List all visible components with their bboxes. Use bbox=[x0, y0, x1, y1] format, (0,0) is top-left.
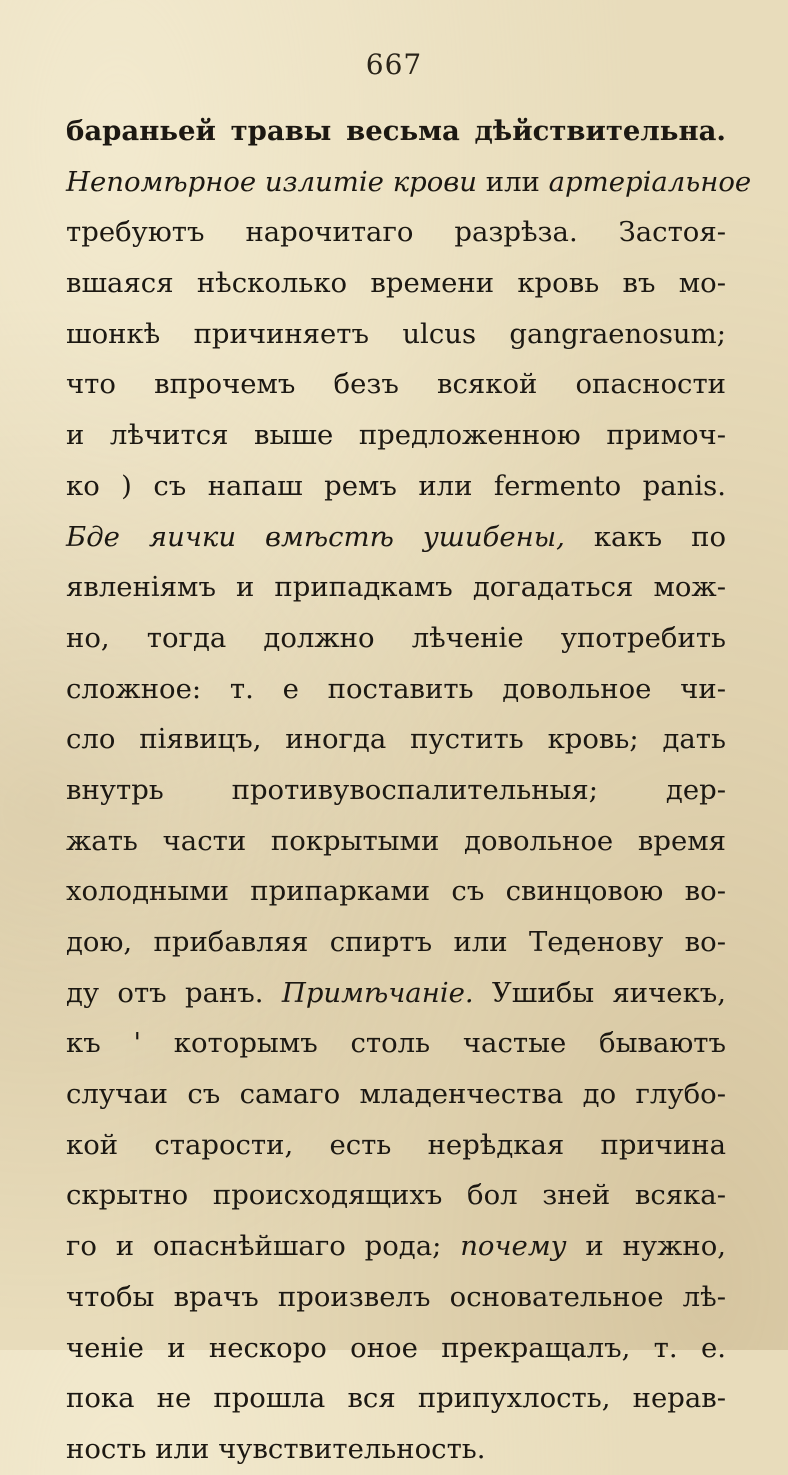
text-line bbox=[66, 1120, 726, 1171]
text-segment: чтобы врачъ произвелъ основательное лѣ- bbox=[66, 1280, 726, 1313]
text-line bbox=[66, 207, 726, 258]
text-segment: кой старости, есть нерѣдкая причина bbox=[66, 1128, 726, 1161]
text-segment: ду отъ ранъ. bbox=[66, 976, 282, 1009]
italic-text: Бде яички вмѣстѣ ушибены, bbox=[66, 520, 565, 553]
text-segment: холодными припарками съ свинцовою во- bbox=[66, 875, 726, 908]
text-line bbox=[66, 1424, 726, 1475]
text-line bbox=[66, 258, 726, 309]
text-segment: внутрь противувоспалительныя; дер- bbox=[66, 773, 726, 806]
text-line bbox=[66, 562, 726, 613]
text-segment: случаи съ самаго младенчества до глубо- bbox=[66, 1078, 726, 1111]
text-line bbox=[66, 1373, 726, 1424]
text-line bbox=[66, 917, 726, 968]
text-segment: бараньей травы весьма дѣйствительна. bbox=[66, 115, 726, 147]
text-segment: явленіямъ и припадкамъ догадаться мож- bbox=[66, 571, 726, 604]
text-line bbox=[66, 1221, 726, 1272]
text-segment: вшаяся нѣсколько времени кровь въ мо- bbox=[66, 267, 726, 300]
text-line bbox=[66, 968, 726, 1019]
text-segment: требуютъ нарочитаго разрѣза. Застоя- bbox=[66, 216, 726, 249]
text-segment: ность или чувствительность. bbox=[66, 1432, 486, 1465]
text-line bbox=[66, 866, 726, 917]
text-segment: скрытно происходящихъ бол зней всяка- bbox=[66, 1179, 726, 1212]
text-line bbox=[66, 664, 726, 715]
text-segment: дою, прибавляя спиртъ или Теденову во- bbox=[66, 926, 726, 958]
text-line bbox=[66, 359, 726, 410]
text-segment: ко ) съ напаш ремъ или fermento panis. bbox=[66, 469, 726, 502]
italic-text: Примѣчаніе. bbox=[281, 976, 474, 1009]
text-segment: сложное: т. е поставить довольное чи- bbox=[66, 672, 726, 705]
text-line bbox=[66, 613, 726, 664]
text-segment: шонкѣ причиняетъ ulcus gangraenosum; bbox=[66, 317, 726, 350]
text-segment: пока не прошла вся припухлость, нерав- bbox=[66, 1382, 726, 1415]
page-number: 667 bbox=[365, 48, 423, 81]
text-segment: и нужно, bbox=[566, 1230, 726, 1263]
text-line bbox=[66, 1018, 726, 1069]
text-line bbox=[66, 1069, 726, 1120]
text-segment: и лѣчится выше предложенною примоч- bbox=[66, 419, 726, 452]
text-segment: къ ' которымъ столь частые бываютъ bbox=[66, 1027, 726, 1060]
text-line bbox=[66, 816, 726, 867]
text-line bbox=[66, 157, 752, 208]
italic-text: артеріальное bbox=[548, 165, 752, 198]
italic-text: почему bbox=[460, 1230, 567, 1263]
body-text bbox=[66, 106, 752, 1475]
text-line bbox=[66, 714, 726, 765]
text-line bbox=[66, 410, 726, 461]
text-segment: ченіе и нескоро оное прекращалъ, т. е. bbox=[66, 1331, 726, 1364]
text-segment: сло піявицъ, иногда пустить кровь; дать bbox=[66, 723, 726, 756]
text-line bbox=[66, 309, 726, 360]
text-line bbox=[66, 512, 726, 563]
text-line bbox=[66, 106, 726, 157]
text-segment: какъ по bbox=[564, 520, 726, 553]
text-line bbox=[66, 1170, 726, 1221]
text-segment: жать части покрытыми довольное время bbox=[66, 824, 726, 857]
text-segment: но, тогда должно лѣченіе употребить bbox=[66, 621, 726, 654]
text-line bbox=[66, 765, 726, 816]
text-segment: го и опаснѣйшаго рода; bbox=[66, 1230, 461, 1263]
text-line bbox=[66, 461, 726, 512]
text-segment: что впрочемъ безъ всякой опасности bbox=[66, 368, 726, 401]
text-line bbox=[66, 1323, 726, 1374]
text-segment: Ушибы яичекъ, bbox=[473, 976, 727, 1009]
italic-text: Непомѣрное излитіе крови bbox=[66, 165, 477, 198]
text-line bbox=[66, 1272, 726, 1323]
text-segment: или bbox=[477, 165, 549, 198]
